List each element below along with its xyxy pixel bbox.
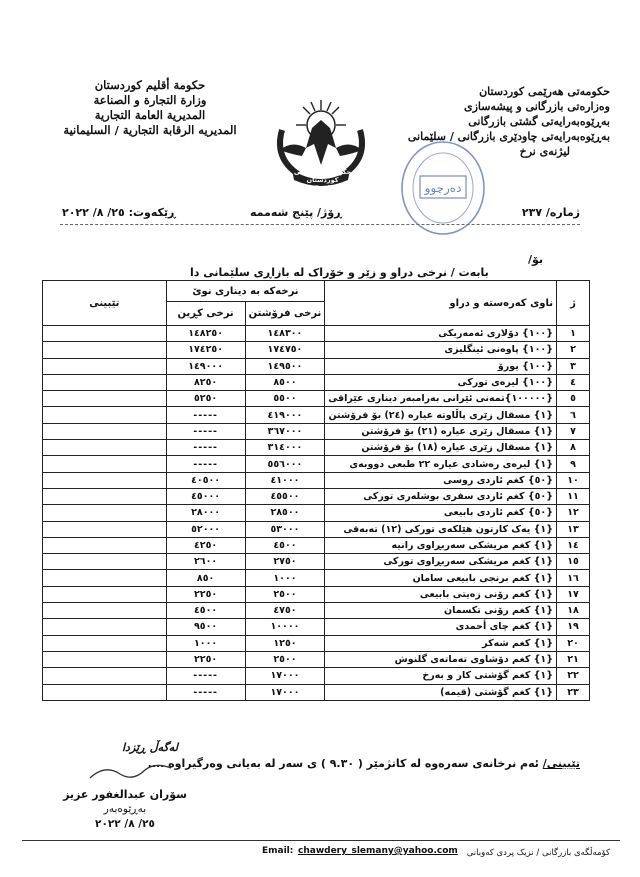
buy-price: ٢٢٥٠ (166, 651, 245, 667)
item-name: {١} مسقال زێری پاڵاوتە عیارە (٢٤) بۆ فرۆشتن (325, 407, 557, 423)
note-cell (43, 391, 167, 407)
buy-price: ٤٢٥٠ (166, 537, 245, 553)
buy-price: ٢٨٠٠٠ (166, 505, 245, 521)
item-name: {١} کغم چای أحمدی (325, 619, 557, 635)
table-row (43, 440, 590, 456)
note-cell (43, 668, 167, 684)
row-number: ١ (557, 326, 590, 342)
row-number: ١٨ (557, 603, 590, 619)
document-number: ژمارە/ ٢٣٧ (521, 206, 580, 219)
col-header-note: تێبینی (43, 281, 167, 326)
sell-price: ١٧٠٠٠ (245, 684, 325, 700)
note-cell (43, 472, 167, 488)
footnote-label: تێبینی/ (542, 757, 580, 770)
table-row (43, 554, 590, 570)
note-cell (43, 651, 167, 667)
buy-price: ٤٠٥٠٠ (166, 472, 245, 488)
item-name: {١} کغم شەکر (325, 635, 557, 651)
table-row (43, 521, 590, 537)
signatory-name: سۆران عبدالغفور عزیز (63, 788, 187, 801)
buy-price: ----- (166, 407, 245, 423)
sell-price: ٤٧٥٠ (245, 603, 325, 619)
note-cell (43, 603, 167, 619)
arabic-header (45, 78, 255, 138)
buy-price: ٨٥٠ (166, 570, 245, 586)
note-cell (43, 570, 167, 586)
sell-price: ٨٥٠٠ (245, 374, 325, 390)
row-number: ١٢ (557, 505, 590, 521)
item-name: {١٠٠} دۆلاری ئەمەریکی (325, 326, 557, 342)
note-cell (43, 456, 167, 472)
item-name: {١} کغم مریشکی سەربڕاوی تورکی (325, 554, 557, 570)
col-header-name: ناوی کەرەستە و دراو (325, 281, 557, 326)
row-number: ٢٣ (557, 684, 590, 700)
table-row (43, 472, 590, 488)
table-header-row (43, 281, 590, 302)
row-number: ٢٢ (557, 668, 590, 684)
row-number: ٢١ (557, 651, 590, 667)
arabic-header-line: المديرية العامة التجارية (94, 108, 206, 122)
table-row (43, 407, 590, 423)
sell-price: ١٠٠٠ (245, 570, 325, 586)
buy-price: ١٠٠٠ (166, 635, 245, 651)
sell-price: ٤١٩٠٠٠ (245, 407, 325, 423)
table-row (43, 456, 590, 472)
row-number: ١٧ (557, 586, 590, 602)
sell-price: ٥٥٠٠ (245, 391, 325, 407)
buy-price: ٨٢٥٠ (166, 374, 245, 390)
sell-price: ٢٧٥٠ (245, 554, 325, 570)
signature-scribble-icon (85, 760, 175, 785)
note-cell (43, 537, 167, 553)
row-number: ٥ (557, 391, 590, 407)
col-header-no: ژ (557, 281, 590, 326)
table-row (43, 684, 590, 700)
col-header-price-group: نرخەکە بە دیناری نوێ (166, 281, 325, 302)
document-day: ڕۆژ/ پێنج شەممە (250, 206, 342, 219)
item-name: {٥٠} کغم ئاردی روسی (325, 472, 557, 488)
row-number: ١٤ (557, 537, 590, 553)
buy-price: ٢٢٥٠ (166, 586, 245, 602)
subject-line: بابەت / نرخی دراو و زێر و خۆراک لە بازاڕی سلێمانی دا (190, 266, 489, 279)
table-row (43, 603, 590, 619)
item-name: {١} کغم رۆنی زەیتی بابیعی (325, 586, 557, 602)
kurdish-header-line: لیژنەی نرخ (519, 145, 570, 158)
document-date: ڕێکەوت: ٢٥/ ٨/ ٢٠٢٢ (62, 206, 176, 219)
item-name: {١} کغم گۆشتی (قیمە) (325, 684, 557, 700)
note-cell (43, 423, 167, 439)
table-row (43, 651, 590, 667)
table-row (43, 586, 590, 602)
buy-price: ٩٥٠٠ (166, 619, 245, 635)
sell-price: ١٧٠٠٠ (245, 668, 325, 684)
sell-price: ١٤٨٣٠٠ (245, 326, 325, 342)
kurdish-header-line: بەڕێوەبەرایەتی چاودێری بازرگانی / سلێمانی (407, 130, 610, 143)
note-cell (43, 619, 167, 635)
row-number: ٦ (557, 407, 590, 423)
item-name: {١} کغم دۆشاوی تەماتەی گلنوش (325, 651, 557, 667)
sell-price: ٣١٤٠٠٠ (245, 440, 325, 456)
table-row (43, 423, 590, 439)
note-cell (43, 635, 167, 651)
note-cell (43, 586, 167, 602)
note-cell (43, 440, 167, 456)
item-name: {٥٠} کغم ئاردی بابیعی (325, 505, 557, 521)
sell-price: ٥٣٠٠٠ (245, 521, 325, 537)
note-cell (43, 521, 167, 537)
arabic-header-line: المديريه الرقابة التجارية / السليمانية (63, 123, 237, 137)
sell-price: ٢٥٠٠ (245, 651, 325, 667)
buy-price: ٥٢٥٠ (166, 391, 245, 407)
table-row (43, 358, 590, 374)
footer-divider (22, 840, 620, 841)
sell-price: ١٠٠٠٠ (245, 619, 325, 635)
table-row (43, 342, 590, 358)
buy-price: ٤٥٠٠ (166, 603, 245, 619)
sell-price: ٤١٠٠٠ (245, 472, 325, 488)
row-number: ٢ (557, 342, 590, 358)
table-row (43, 619, 590, 635)
buy-price: ----- (166, 684, 245, 700)
row-number: ١٠ (557, 472, 590, 488)
stamp-label: دەرچوو (424, 181, 462, 195)
sell-price: ١٢٥٠ (245, 635, 325, 651)
item-name: {١٠٠٠٠٠}تمەنی ئێرانی بەرامبەر دیناری عێراقی (325, 391, 557, 407)
buy-price: ٥٢٠٠٠ (166, 521, 245, 537)
table-row (43, 326, 590, 342)
kurdish-header-line: حکومەتی هەرێمی کوردستان (479, 85, 610, 98)
row-number: ٣ (557, 358, 590, 374)
item-name: {٥٠} کغم ئاردی سفری بوشلەری تورکی (325, 488, 557, 504)
note-cell (43, 554, 167, 570)
note-cell (43, 326, 167, 342)
note-cell (43, 407, 167, 423)
buy-price: ٢٦٠٠ (166, 554, 245, 570)
table-row (43, 635, 590, 651)
signature-date: ٢٥/ ٨/ ٢٠٢٢ (95, 818, 155, 830)
recipient-label: بۆ/ (527, 253, 543, 266)
row-number: ١٥ (557, 554, 590, 570)
official-stamp-icon (398, 138, 488, 238)
item-name: {١} کغم رۆنی تکسمان (325, 603, 557, 619)
table-row (43, 537, 590, 553)
row-number: ٢٠ (557, 635, 590, 651)
note-cell (43, 358, 167, 374)
sell-price: ٢٨٥٠٠ (245, 505, 325, 521)
item-name: {١} کغم گۆشتی کار و بەرخ (325, 668, 557, 684)
item-name: {١} کغم برنجی بابیعی سامان (325, 570, 557, 586)
table-row (43, 488, 590, 504)
emblem-caption: حکومەتی هەرێمی کوردستان حكومة اقليم كوردستان (285, 168, 360, 192)
row-number: ١٦ (557, 570, 590, 586)
sell-price: ٤٥٥٠٠ (245, 488, 325, 504)
footnote (148, 757, 580, 770)
table-row (43, 391, 590, 407)
price-table (42, 280, 590, 701)
note-cell (43, 505, 167, 521)
buy-price: ١٤٩٠٠٠ (166, 358, 245, 374)
signatory-title: بەڕێوەبەر (103, 803, 147, 815)
table-row (43, 570, 590, 586)
kurdish-header-line: بەڕێوەبەرایەتی گشتی بازرگانی (468, 115, 610, 128)
buy-price: ----- (166, 440, 245, 456)
item-name: {١} یەک کارتون هێلکەی تورکی (١٢) تەبەقی (325, 521, 557, 537)
col-header-buy: نرخی کڕین (166, 302, 245, 326)
buy-price: ----- (166, 456, 245, 472)
item-name: {١} مسقال زێری عیارە (١٨) بۆ فرۆشتن (325, 440, 557, 456)
arabic-header-line: حكومة أقليم كوردستان (94, 78, 206, 92)
row-number: ١٣ (557, 521, 590, 537)
sell-price: ٥٥٦٠٠٠ (245, 456, 325, 472)
row-number: ١١ (557, 488, 590, 504)
buy-price: ١٧٤٢٥٠ (166, 342, 245, 358)
sell-price: ٣٦٧٠٠٠ (245, 423, 325, 439)
buy-price: ١٤٨٢٥٠ (166, 326, 245, 342)
handwritten-regards: لەگەڵ ڕێزدا (122, 741, 179, 754)
row-number: ٤ (557, 374, 590, 390)
table-row (43, 668, 590, 684)
row-number: ٩ (557, 456, 590, 472)
note-cell (43, 374, 167, 390)
buy-price: ٤٥٠٠٠ (166, 488, 245, 504)
item-name: {١} لیرەی رەشادی عیارە ٢٢ طبعی دووبەی (325, 456, 557, 472)
item-name: {١٠٠} لیرەی تورکی (325, 374, 557, 390)
email-link[interactable]: chawdery_slemany@yahoo.com (298, 846, 458, 856)
item-name: {١} مسقال زێری عیارە (٢١) بۆ فرۆشتن (325, 423, 557, 439)
footer-address: کۆمەڵگەی بازرگانی / نزیک پردی کەوبانی (466, 848, 610, 858)
sell-price: ٤٥٠٠ (245, 537, 325, 553)
note-cell (43, 342, 167, 358)
item-name: {١٠٠} پاوەنی ئینگلیزی (325, 342, 557, 358)
sell-price: ٢٥٠٠ (245, 586, 325, 602)
item-name: {١٠٠} یورۆ (325, 358, 557, 374)
note-cell (43, 488, 167, 504)
buy-price: ----- (166, 668, 245, 684)
sell-price: ١٤٩٥٠٠ (245, 358, 325, 374)
sell-price: ١٧٤٧٥٠ (245, 342, 325, 358)
email-label: Email: (262, 846, 294, 856)
table-row (43, 505, 590, 521)
col-header-sell: نرخی فرۆشتن (245, 302, 325, 326)
row-number: ١٩ (557, 619, 590, 635)
row-number: ٧ (557, 423, 590, 439)
table-row (43, 374, 590, 390)
buy-price: ----- (166, 423, 245, 439)
arabic-header-line: وزارة التجارة و الصناعة (93, 93, 207, 107)
header-divider (60, 224, 580, 225)
item-name: {١} کغم مریشکی سەربڕاوی رانیە (325, 537, 557, 553)
kurdish-header-line: وەزارەتی بازرگانی و پیشەسازی (464, 100, 610, 113)
footnote-text: ئەم نرخانەی سەرەوە لە کاتژمێر ( ٩.٣٠ ) ی سەر لە بەیانی وەرگیراوە .... (147, 757, 543, 770)
row-number: ٨ (557, 440, 590, 456)
note-cell (43, 684, 167, 700)
